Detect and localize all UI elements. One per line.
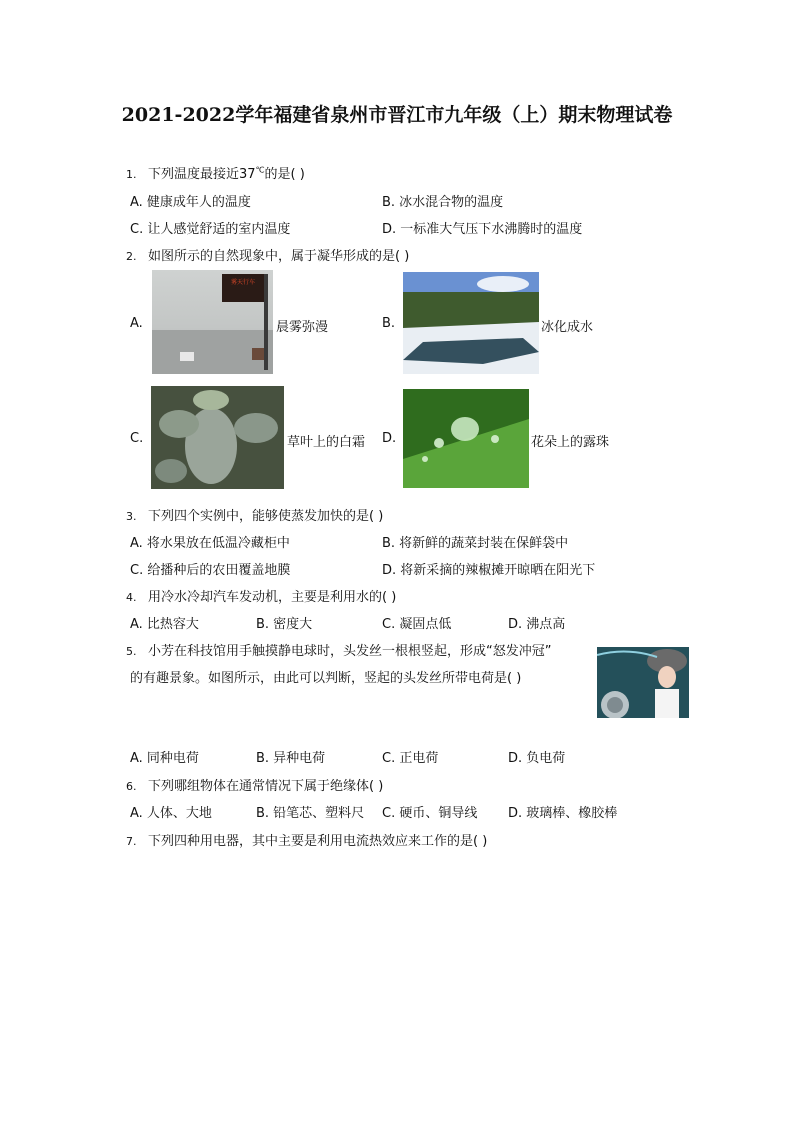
question-stem: 如图所示的自然现象中，属于凝华形成的是( ) [148,249,410,264]
option-d[interactable]: D. 沸点高 [508,617,566,632]
question-number: 4. [126,591,137,604]
option-d-letter[interactable]: D. [382,431,397,446]
option-a[interactable]: A. 将水果放在低温冷藏柜中 [130,536,290,551]
option-b[interactable]: B. 密度大 [256,617,313,632]
sign-text: 雾天行车 [230,279,256,286]
question-5 [126,640,551,659]
option-a[interactable]: A. 健康成年人的温度 [130,195,251,210]
option-b-letter[interactable]: B. [382,316,396,331]
option-c-label: 草叶上的白霜 [287,435,366,450]
question-stem: 下列哪组物体在通常情况下属于绝缘体( ) [148,779,384,794]
option-d[interactable]: D. 玻璃棒、橡胶棒 [508,806,618,821]
option-c-letter[interactable]: C. [130,431,144,446]
option-d[interactable]: D. 一标准大气压下水沸腾时的温度 [382,222,583,237]
option-c[interactable]: C. 给播种后的农田覆盖地膜 [130,563,291,578]
option-a[interactable]: A. 人体、大地 [130,806,212,821]
option-b[interactable]: B. 铅笔芯、塑料尺 [256,806,365,821]
page-title: 2021-2022学年福建省泉州市晋江市九年级（上）期末物理试卷 [121,104,673,126]
static-ball-image [597,647,689,718]
question-3 [126,505,383,524]
question-stem: 下列四个实例中，能够使蒸发加快的是( ) [148,509,384,524]
question-number: 3. [126,510,137,523]
question-number: 5. [126,645,137,658]
question-stem: 用冷水冷却汽车发动机，主要是利用水的( ) [148,590,397,605]
question-4 [126,586,396,605]
frost-image [151,386,284,489]
option-d[interactable]: D. 将新采摘的辣椒摊开晾晒在阳光下 [382,563,596,578]
option-a-label: 晨雾弥漫 [276,320,329,335]
option-c[interactable]: C. 凝固点低 [382,617,452,632]
question-stem-line-2: 的有趣景象。如图所示，由此可以判断，竖起的头发丝所带电荷是( ) [130,671,522,686]
option-b[interactable]: B. 将新鲜的蔬菜封装在保鲜袋中 [382,536,569,551]
question-stem-line-1: 小芳在科技馆用手触摸静电球时，头发丝一根根竖起，形成“怒发冲冠” [148,644,552,659]
option-c[interactable]: C. 让人感觉舒适的室内温度 [130,222,291,237]
question-7 [126,830,487,849]
fog-image [152,270,273,374]
question-number: 7. [126,835,137,848]
question-number: 2. [126,250,137,263]
option-b[interactable]: B. 冰水混合物的温度 [382,195,504,210]
option-d-label: 花朵上的露珠 [531,435,610,450]
melting-ice-image [403,272,539,374]
option-c[interactable]: C. 正电荷 [382,751,439,766]
option-c[interactable]: C. 硬币、铜导线 [382,806,478,821]
question-number: 6. [126,780,137,793]
dew-image [403,389,529,488]
question-2 [126,245,409,264]
option-b[interactable]: B. 异种电荷 [256,751,326,766]
question-stem: 下列温度最接近37℃的是( ) [148,165,305,182]
question-stem: 下列四种用电器，其中主要是利用电流热效应来工作的是( ) [148,834,488,849]
option-d[interactable]: D. 负电荷 [508,751,566,766]
question-number: 1. [126,168,137,181]
option-a[interactable]: A. 同种电荷 [130,751,199,766]
question-1 [126,163,305,182]
question-6 [126,775,383,794]
option-a-letter[interactable]: A. [130,316,143,331]
option-a[interactable]: A. 比热容大 [130,617,199,632]
option-b-label: 冰化成水 [541,320,594,335]
